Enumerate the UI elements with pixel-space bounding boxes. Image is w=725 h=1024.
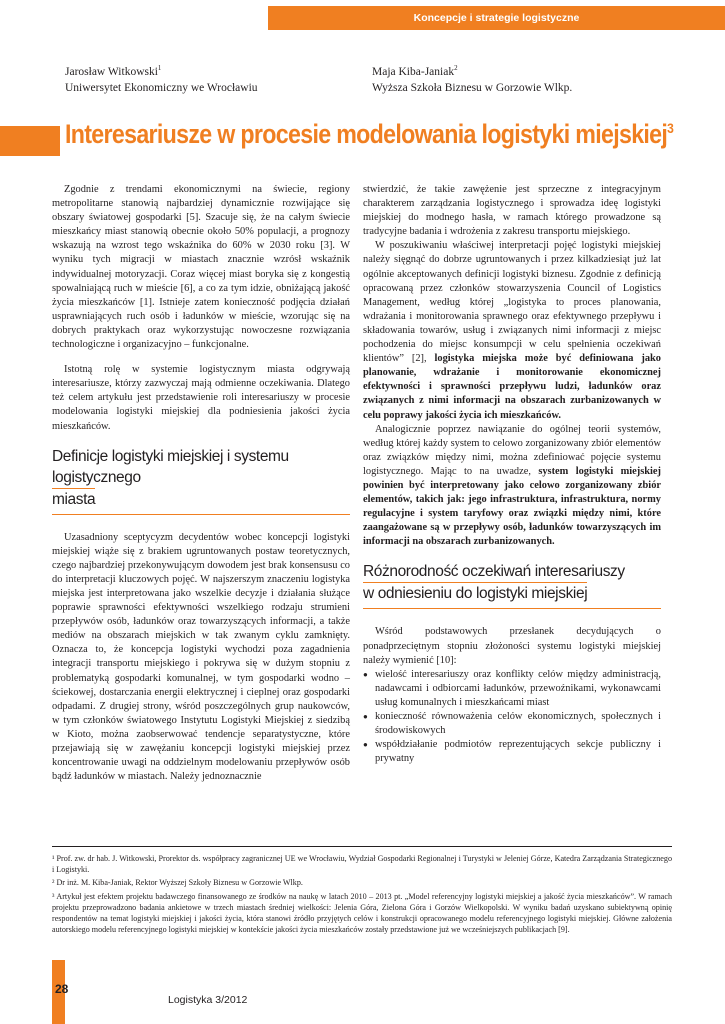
right-paragraph-3-text: Analogicznie poprzez nawiązanie do ogólnej teorii systemów, według której każdy system to celowo zorganizowany zbiór elementów oraz związków między nimi, można zdefiniować pojęcie systemu logistycznego. Mając to na uwadze, (363, 423, 661, 477)
right-paragraph-1: stwierdzić, że takie zawężenie jest sprzeczne z integracyjnym charakterem zarządzania logistycznego i sprowadza ideę logistyki miejskiej do modnego hasła, w ramach którego prowadzone są tradycyjne badania i wdrożenia z zakresu transportu miejskiego. (363, 184, 661, 238)
list-item: ● wielość interesariuszy oraz konflikty celów między administracją, nadawcami i odbiorcami ładunków, przewoźnikami, wykonawcami usług komunalnych i mieszkańcami miast (363, 668, 661, 710)
title-footnote-mark: 3 (667, 120, 674, 136)
author-2-name: Maja Kiba-Janiak (372, 66, 455, 78)
author-2 (372, 64, 572, 96)
author-1-mark: 1 (157, 64, 162, 73)
author-2-affiliation: Wyższa Szkoła Biznesu w Gorzowie Wlkp. (372, 82, 573, 94)
article-title (65, 119, 673, 150)
author-1-name: Jarosław Witkowski (65, 66, 158, 78)
logistics-system-definition: system logistyki miejskiej powinien być interpretowany jako celowo zorganizowany zbiór elementów, takich jak: jego infrastruktura, infrastruktura, normy regulacyjne i system taryfowy oraz związki między nimi, które zaangażowane są w przepływy osób, ładunków towarzyszących im informacji na obszarach zurbanizowanych. (363, 465, 661, 548)
heading-line-2: w odniesieniu do logistyki miejskiej (363, 582, 587, 604)
right-paragraph-3 (363, 423, 661, 550)
left-paragraph-1: Zgodnie z trendami ekonomicznymi na świecie, regiony metropolitarne stanowią najbardziej dynamicznie rozwijające się obszary światowej gospodarki [5]. Szacuje się, że na całym świecie mieszkańcy miast stanowią obecnie około 50% populacji, a prognozy wskazują na wzrost tego wskaźnika do 60% w 2030 roku [3]. W wyniku tych migracji w miastach znacznie wzrósł wskaźnik indywidualnej motoryzacji. Coraz więcej miast boryka się z kongestią spowalniającą ruch w mieście [6], a co za tym idzie, obniżającą jakość życia mieszkańców [1]. Istnieje zatem konieczność podjęcia działań usprawniających ruch osób i ładunków w mieście, wzorując się na dobrych praktykach oraz wykorzystując nowoczesne rozwiązania technologiczne i organizacyjno – funkcjonalne. (52, 184, 350, 351)
footnote-3: ³ Artykuł jest efektem projektu badawczego finansowanego ze środków na naukę w latach 2010 – 2013 pt. „Model referencyjny logistyki miejskiej a jakość życia mieszkańców”. W ramach projektu przeprowadzono badania ankietowe w trzech miastach średniej wielkości: Jelenia Góra, Zielona Góra i Gorzów Wielkopolski. W wyniku badań uzyskano subiektywną opinię respondentów na temat logistyki miejskiej i jakości życia, która stanowi źródło przyjętych celów i konstrukcji opracowanego modelu referencyjnego logistyki miejskiej. Główne założenia autorskiego modelu referencyjnego logistyki miejskiej w kontekście jakości życia mieszkańców zostały przedstawione już we wcześniejszych publikacjach [9]. (52, 891, 672, 935)
list-item: ● współdziałanie podmiotów reprezentujących sekcje publiczny i prywatny (363, 738, 661, 766)
complexity-list (363, 668, 661, 767)
author-1 (65, 64, 258, 96)
section-header-bar (268, 6, 725, 30)
article-title-text: Interesariusze w procesie modelowania logistyki miejskiej (65, 119, 668, 149)
right-paragraph-2-text: W poszukiwaniu właściwej interpretacji pojęć logistyki miejskiej należy sięgnąć do dobrze ugruntowanych i przez kilkadziesiąt już lat ogólnie akceptowanych definicji logistyki biznesu. Zgodnie z definicją opracowaną przez członków stowarzyszenia Council of Logistics Management, według której „logistyka to proces planowania, wdrażania i monitorowania sprawnego oraz efektywnego przepływu i składowania towarów, usług i związanych nimi informacji z miejsc pochodzenia do miejsc konsumpcji w celu spełnienia oczekiwań klientów” [2], (363, 240, 661, 365)
footnote-1: ¹ Prof. zw. dr hab. J. Witkowski, Prorektor ds. współpracy zagranicznej UE we Wrocławiu, Wydział Gospodarki Regionalnej i Turystyki w Jeleniej Górze, Katedra Zarządzania Strategicznego i Logistyki. (52, 854, 672, 875)
left-paragraph-2: Istotną rolę w systemie logistycznym miasta odgrywają interesariusze, którzy zazwyczaj mają odmienne oczekiwania. Dlatego też celem artykułu jest przedstawienie roli interesariuszy w procesie modelowania logistyki miejskiej dla podniesienia jakości życia mieszkańców. (52, 364, 350, 432)
right-paragraph-4: Wśród podstawowych przesłanek decydujących o ponadprzeciętnym stopniu złożoności systemu logistyki miejskiej należy wymienić [10]: (363, 626, 661, 666)
list-item: ● konieczność równoważenia celów ekonomicznych, społecznych i środowiskowych (363, 710, 661, 738)
heading-line-1: Definicje logistyki miejskiej i systemu logistycznego (52, 447, 289, 486)
title-accent-bar (0, 126, 60, 156)
left-paragraph-3: Uzasadniony sceptycyzm decydentów wobec koncepcji logistyki miejskiej wiąże się z brakiem ugruntowanych postaw teoretycznych, czego najbardziej przekonywującym dowodem jest brak konsensusu co do interpretacji kluczowych pojęć. W najszerszym znaczeniu logistyka miejska jest interpretowana jako wszelkie decyzje i działania służące poprawie sprawności efektywności wszelkiego rodzaju strumieni przepływów osób, ładunków oraz towarzyszących informacji, a także mediów na obszarach miejskich w tak zwanym cyklu zamknięty. Oznacza to, że koncepcja logistyki wychodzi poza zagadnienia integracji transportu miejskiego i pokrywa się w dużym stopniu z problematyką gospodarki komunalnej, w tym gospodarki wodno – ściekowej, dostarczania energii elektrycznej i cieplnej oraz gospodarki odpadami. Z drugiej strony, wśród poszczególnych grup naukowców, w tym członków światowego Instytutu Logistyki Miejskiej z siedzibą w Kioto, można zaobserwować tendencje separatystyczne, które przejawiają się w zawężaniu koncepcji logistyki miejskiej przez koncentrowanie uwagi na oddzielnym modelowaniu przepływów osób bądź ładunków w miastach. Należy jednoznacznie (52, 531, 350, 783)
heading-line-1: Różnorodność oczekiwań interesariuszy (363, 563, 625, 581)
heading-line-2: miasta (52, 488, 95, 510)
right-column (363, 183, 661, 766)
footnotes (52, 846, 672, 937)
right-paragraph-2 (363, 239, 661, 422)
urban-logistics-definition: logistyka miejska może być definiowana jako planowanie, wdrażanie i monitorowanie ekonomicznej efektywności i sprawności przepływu ludzi, ładunków oraz związanych z nimi informacji na obszarach zurbanizowanych w celu poprawy jakości życia ich mieszkańców. (363, 353, 661, 421)
page-number: 28 (55, 982, 69, 996)
journal-name: Logistyka 3/2012 (168, 994, 248, 1006)
title-block (0, 116, 725, 168)
author-1-affiliation: Uniwersytet Ekonomiczny we Wrocławiu (65, 82, 258, 94)
section-title: Koncepcje i strategie logistyczne (413, 12, 580, 24)
section-heading-stakeholders (363, 561, 661, 609)
section-heading-definitions (52, 446, 350, 515)
author-2-mark: 2 (454, 64, 458, 73)
footnote-2: ² Dr inż. M. Kiba-Janiak, Rektor Wyższej Szkoły Biznesu w Gorzowie Wlkp. (52, 878, 303, 888)
left-column (52, 183, 350, 784)
